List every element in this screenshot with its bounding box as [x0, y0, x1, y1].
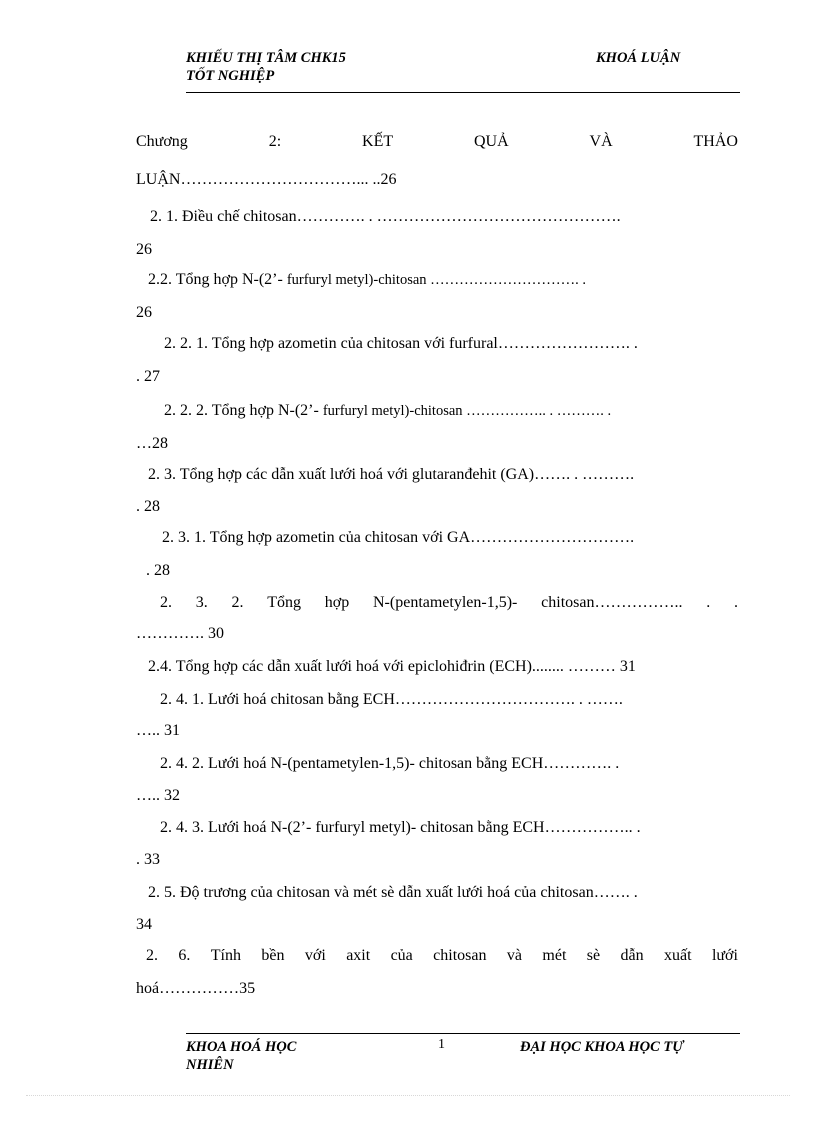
toc-word: và [506, 947, 522, 964]
toc-entry-2-2-2-page: …28 [136, 435, 168, 452]
toc-entry-2-2-1-page: . 27 [136, 368, 160, 385]
toc-entry-2-6 [146, 946, 738, 966]
toc-word: chitosan…………….. [541, 594, 683, 611]
header-author-cont: TỐT NGHIỆP [186, 68, 275, 84]
toc-text: 2. 2. 2. Tổng hợp N-(2’- [164, 402, 319, 419]
footer-university: ĐẠI HỌC KHOA HỌC TỰ [520, 1039, 684, 1055]
page-boundary-rule [26, 1095, 790, 1096]
toc-entry-2-4-3: 2. 4. 3. Lưới hoá N-(2’- furfuryl metyl)- chitosan bằng ECH…………….. . [160, 819, 641, 836]
toc-entry-2-3: 2. 3. Tổng hợp các dẫn xuất lưới hoá với glutaranđehit (GA)……. . ………. [148, 466, 635, 483]
toc-word: 3. [195, 594, 208, 611]
toc-word: bền [261, 947, 285, 964]
toc-entry-2-1-page: 26 [136, 241, 152, 258]
toc-word: Tính [210, 947, 241, 964]
toc-entry-2-2-2 [164, 401, 611, 421]
toc-word: axit [346, 947, 371, 964]
header-thesis: KHOÁ LUẬN [596, 50, 681, 66]
toc-word: sè [586, 947, 601, 964]
toc-entry-2-2-1: 2. 2. 1. Tổng hợp azometin của chitosan với furfural……………………. . [164, 335, 638, 352]
toc-entry-2-5: 2. 5. Độ trương của chitosan và mét sè dẫn xuất lưới hoá của chitosan……. . [148, 884, 638, 901]
toc-word: . [733, 594, 738, 611]
toc-entry-2-4: 2.4. Tổng hợp các dẫn xuất lưới hoá với epiclohiđrin (ECH)........ ……… 31 [148, 658, 636, 675]
toc-text: furfuryl metyl)-chitosan …………………………. . [286, 272, 587, 288]
toc-word: N-(pentametylen-1,5)- [373, 594, 518, 611]
toc-word: 2: [268, 133, 282, 150]
toc-entry-2-4-3-page: . 33 [136, 851, 160, 868]
toc-word: 6. [178, 947, 191, 964]
toc-entry-2-4-2-page: ….. 32 [136, 787, 180, 804]
toc-word: Tổng [267, 594, 302, 611]
page-footer [186, 1033, 740, 1079]
toc-entry-2-3-1-page: . 28 [146, 562, 170, 579]
toc-word: hợp [324, 594, 350, 611]
toc-word: KẾT [362, 133, 394, 150]
toc-entry-2-2 [148, 270, 586, 290]
toc-word: QUẢ [474, 133, 509, 150]
toc-entry-2-4-1-page: ….. 31 [136, 722, 180, 739]
footer-faculty-cont: NHIÊN [186, 1057, 234, 1073]
toc-entry-2-3-2 [160, 593, 738, 613]
toc-entry-2-2-page: 26 [136, 304, 152, 321]
toc-entry-2-6-page: hoá……………35 [136, 980, 256, 997]
toc-chapter-2-cont: LUẬN……………………………... ..26 [136, 171, 397, 188]
toc-chapter-2 [136, 132, 738, 152]
toc-entry-2-4-1: 2. 4. 1. Lưới hoá chitosan bằng ECH……………………………. . ……. [160, 691, 623, 708]
footer-faculty: KHOA HOÁ HỌC [186, 1039, 297, 1055]
toc-word: xuất [664, 947, 692, 964]
toc-word: mét [542, 947, 567, 964]
toc-text: furfuryl metyl)-chitosan …………….. . ………. . [322, 403, 612, 419]
toc-word: lưới [711, 947, 738, 964]
toc-text: 2.2. Tổng hợp N-(2’- [148, 271, 283, 288]
toc-entry-2-5-page: 34 [136, 916, 152, 933]
toc-word: với [304, 947, 326, 964]
toc-entry-2-3-page: . 28 [136, 498, 160, 515]
toc-word: chitosan [433, 947, 487, 964]
toc-entry-2-4-2: 2. 4. 2. Lưới hoá N-(pentametylen-1,5)- chitosan bằng ECH…………. . [160, 755, 620, 772]
toc-entry-2-3-2-page: …………. 30 [136, 625, 224, 642]
toc-word: Chương [136, 133, 188, 150]
toc-word: 2. [231, 594, 244, 611]
toc-word: THẢO [693, 133, 738, 150]
toc-entry-2-3-1: 2. 3. 1. Tổng hợp azometin của chitosan với GA…………………………. [162, 529, 635, 546]
header-author: KHIẾU THỊ TÂM CHK15 [186, 50, 346, 66]
toc-word: của [390, 947, 413, 964]
toc-word: VÀ [589, 133, 613, 150]
toc-word: 2. [160, 594, 172, 611]
toc-entry-2-1: 2. 1. Điều chế chitosan…………. . ………………………………………. [150, 208, 621, 225]
toc-word: 2. [146, 947, 158, 964]
toc-word: . [706, 594, 711, 611]
toc-word: dẫn [620, 947, 644, 964]
page-number: 1 [438, 1037, 445, 1052]
